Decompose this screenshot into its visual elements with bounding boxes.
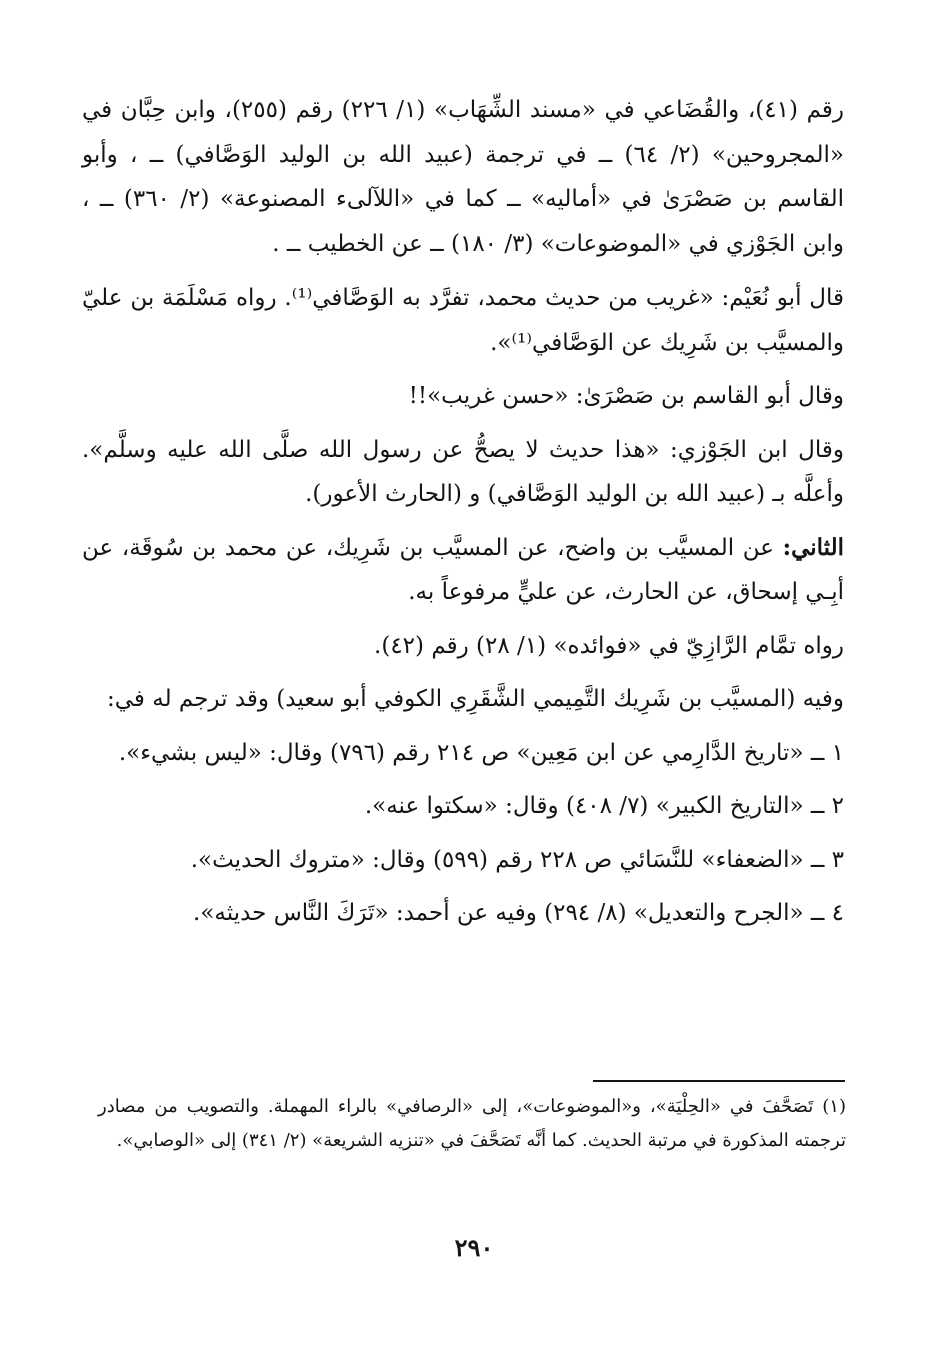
paragraph-ibn-jawzi: وقال ابن الجَوْزي: «هذا حديث لا يصحُّ عن رسول الله صلَّى الله عليه وسلَّم». وأعلَّه بـ (عبيد الله بن الوليد الوَصَّافي) و (الحارث الأعور).: [82, 436, 844, 507]
paragraph-second-chain: [82, 526, 844, 615]
second-chain-end: مرفوعاً به.: [408, 579, 511, 605]
paragraph-abu-nuaym: قال أبو نُعَيْم: «غريب من حديث محمد، تفرَّد به الوَصَّافي⁽¹⁾. رواه مَسْلَمَة بن عليّ والمسيَّب بن شَرِيك عن الوَصَّافي⁽¹⁾».: [82, 285, 844, 356]
list-item-3: ٣ ــ «الضعفاء» للنَّسَائي ص ٢٢٨ رقم (٥٩٩) وقال: «متروك الحديث».: [190, 846, 844, 873]
main-text: [82, 88, 844, 945]
list-item-4: ٤ ــ «الجرح والتعديل» (٨/ ٢٩٤) وفيه عن أحمد: «تَرَكَ النَّاس حديثه».: [193, 900, 844, 926]
second-label: الثاني:: [782, 533, 845, 561]
paragraph-musayyab: وفيه (المسيَّب بن شَرِيك التَّمِيمي الشَّقَرِي الكوفي أبو سعيد) وقد ترجم له في:: [107, 686, 844, 712]
footnote-divider: [593, 1080, 845, 1082]
list-item-1: ١ ــ «تاريخ الدَّارِمي عن ابن مَعِين» ص ٢١٤ رقم (٧٩٦) وقال: «ليس بشيء».: [118, 739, 844, 766]
paragraph-tammam: رواه تمَّام الرَّازِيّ في «فوائده» (١/ ٢٨) رقم (٤٢).: [374, 632, 844, 659]
paragraph-sources: رقم (٤١)، والقُضَاعي في «مسند الشِّهَاب» (١/ ٢٢٦) رقم (٢٥٥)، وابن حِبَّان في «المجروحين» (٢/ ٦٤) ــ في ترجمة (عبيد الله بن الوليد الوَصَّافي) ــ ، وأبو القاسم بن صَصْرَىٰ في «أماليه» ــ كما في «اللآلىء المصنوعة» (٢/ ٣٦٠) ــ ، وابن الجَوْزي في «الموضوعات» (٣/ ١٨٠) ــ عن الخطيب ــ .: [82, 97, 845, 257]
page-number: ٢٩٠: [454, 1233, 494, 1262]
second-chain-text: عن المسيَّب بن واضح، عن المسيَّب بن شَرِيك، عن محمد بن سُوقَة، عن أبِـي إسحاق، عن الحارث، عن عليٍّ: [82, 534, 844, 605]
footnote: (١) تَصَحَّفَ في «الحِلْيَة»، و«الموضوعات»، إلى «الرصافي» بالراء المهملة. والتصويب من مصادر ترجمته المذكورة في مرتبة الحديث. كما أنَّه تَصَحَّفَ في «تنزيه الشريعة» (٢/ ٣٤١) إلى «الوصابي».: [98, 1096, 846, 1151]
paragraph-ibn-sasra: وقال أبو القاسم بن صَصْرَىٰ: «حسن غريب»!!: [408, 383, 844, 409]
list-item-2: ٢ ــ «التاريخ الكبير» (٧/ ٤٠٨) وقال: «سكتوا عنه».: [364, 793, 844, 819]
